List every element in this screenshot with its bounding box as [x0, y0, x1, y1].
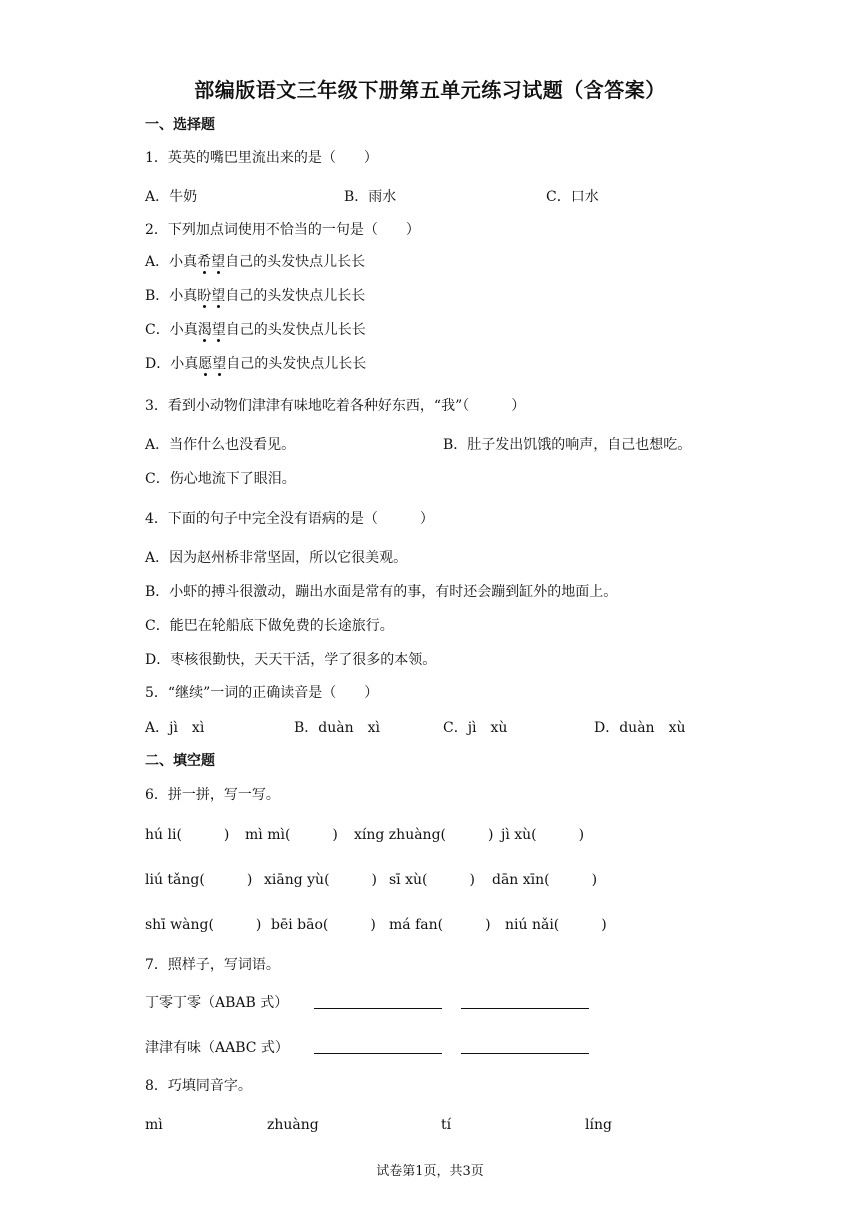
question-4-option-d: D．枣核很勤快，天天干活，学了很多的本领。 [145, 652, 437, 668]
question-2-option-a: A．小真希望自己的头发快点儿长长 [145, 254, 366, 270]
question-4-stem: 4．下面的句子中完全没有语病的是（ ） [145, 511, 434, 527]
pinyin-item: niú nǎi( ) [505, 917, 607, 933]
question-2-option-b: B．小真盼望自己的头发快点儿长长 [145, 288, 366, 304]
section-heading-choice: 一、选择题 [145, 117, 215, 133]
pinyin-item: má fan( ) [389, 917, 491, 933]
question-5-stem: 5．“继续”一词的正确读音是（ ） [145, 685, 379, 701]
question-3-option-b: B．肚子发出饥饿的响声，自己也想吃。 [443, 437, 692, 453]
homophone-pinyin: líng [585, 1117, 612, 1133]
question-3-option-a: A．当作什么也没看见。 [145, 437, 296, 453]
question-5-option-c: C．jì xù [443, 720, 508, 736]
pinyin-item: sī xù( ) [389, 872, 475, 888]
pattern-label-abab: 丁零丁零（ABAB 式） [145, 995, 289, 1011]
pinyin-item: xíng zhuàng( ) [354, 827, 494, 843]
pinyin-item: dān xīn( ) [492, 872, 598, 888]
emphasis-dot-char: 望 [211, 254, 226, 270]
question-3-option-c: C．伤心地流下了眼泪。 [145, 471, 296, 487]
question-4-option-a: A．因为赵州桥非常坚固，所以它很美观。 [145, 550, 408, 566]
question-1-option-c: C．口水 [546, 189, 599, 205]
section-heading-fill: 二、填空题 [145, 753, 215, 769]
pattern-label-aabc: 津津有味（AABC 式） [145, 1040, 289, 1056]
pinyin-item: liú tǎng( ) [145, 872, 253, 888]
page-title: 部编版语文三年级下册第五单元练习试题（含答案） [194, 78, 666, 102]
answer-blank[interactable] [461, 1039, 589, 1058]
question-3-stem: 3．看到小动物们津津有味地吃着各种好东西，“我”（ ） [145, 398, 526, 414]
page-footer: 试卷第1页，共3页 [376, 1164, 484, 1179]
homophone-pinyin: zhuàng [267, 1117, 319, 1133]
question-1-stem: 1．英英的嘴巴里流出来的是（ ） [145, 150, 378, 166]
emphasis-dot-char: 望 [211, 288, 226, 304]
answer-blank[interactable] [461, 994, 589, 1013]
question-1-option-b: B．雨水 [344, 189, 397, 205]
pinyin-item: shī wàng( ) [145, 917, 262, 933]
question-2-option-c: C．小真渴望自己的头发快点儿长长 [145, 322, 366, 338]
question-7-stem: 7．照样子，写词语。 [145, 957, 280, 973]
pinyin-item: mì mì( ) [245, 827, 338, 843]
question-4-option-c: C．能巴在轮船底下做免费的长途旅行。 [145, 618, 394, 634]
pinyin-item: hú li( ) [145, 827, 230, 843]
homophone-pinyin: mì [145, 1117, 163, 1133]
answer-blank[interactable] [314, 1039, 442, 1058]
question-2-stem: 2．下列加点词使用不恰当的一句是（ ） [145, 222, 420, 238]
pinyin-item: xiāng yù( ) [264, 872, 377, 888]
pinyin-item: bēi bāo( ) [271, 917, 376, 933]
question-5-option-d: D．duàn xù [594, 720, 686, 736]
emphasis-dot-char: 望 [211, 322, 226, 338]
pinyin-item: jì xù( ) [501, 827, 585, 843]
emphasis-dot-char: 希 [197, 254, 212, 270]
emphasis-dot-char: 盼 [197, 288, 212, 304]
question-1-option-a: A．牛奶 [145, 189, 198, 205]
answer-blank[interactable] [314, 994, 442, 1013]
question-5-option-b: B．duàn xì [294, 720, 381, 736]
question-4-option-b: B．小虾的搏斗很激动，蹦出水面是常有的事，有时还会蹦到缸外的地面上。 [145, 584, 618, 600]
question-6-stem: 6．拼一拼，写一写。 [145, 787, 280, 803]
emphasis-dot-char: 望 [212, 356, 227, 372]
question-5-option-a: A．jì xì [145, 720, 205, 736]
question-2-option-d: D．小真愿望自己的头发快点儿长长 [145, 356, 367, 372]
question-8-stem: 8．巧填同音字。 [145, 1078, 252, 1094]
emphasis-dot-char: 愿 [198, 356, 213, 372]
homophone-pinyin: tí [441, 1117, 452, 1133]
emphasis-dot-char: 渴 [197, 322, 212, 338]
